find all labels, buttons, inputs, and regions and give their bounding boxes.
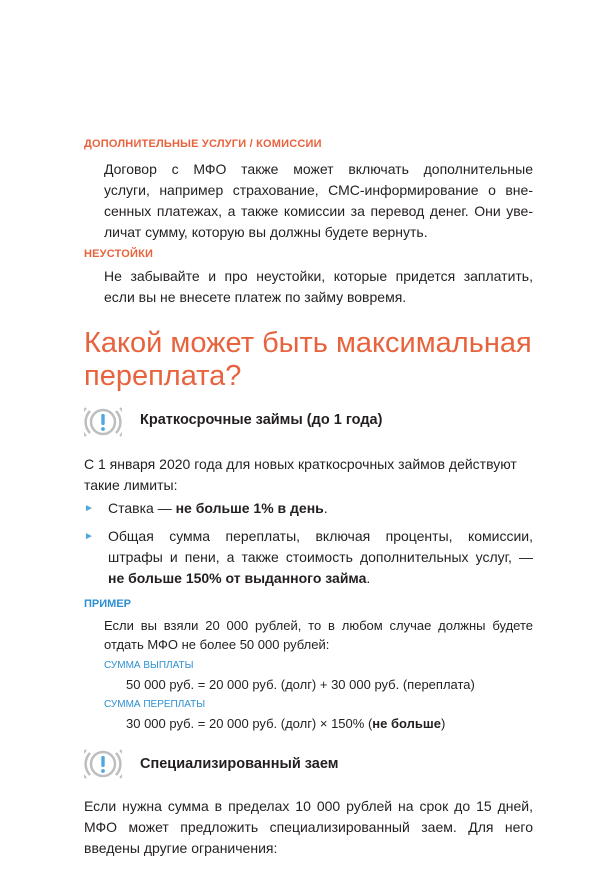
- text-line: Если нужна сумма в пределах 10 000 рублей на срок до 15 дней,: [84, 798, 533, 814]
- bullet-bold: не больше 1% в день: [175, 500, 324, 516]
- text-line: Общая сумма переплаты, включая проценты, комиссии,: [108, 528, 533, 544]
- specialized-paragraph: [84, 796, 533, 859]
- payout-label: СУММА ВЫПЛАТЫ: [104, 660, 194, 671]
- example-paragraph: [104, 616, 533, 654]
- text-line: Не забывайте и про неустойки, которые придется заплатить,: [104, 268, 533, 284]
- list-item-text: [108, 526, 533, 589]
- overpay-label: СУММА ПЕРЕПЛАТЫ: [104, 699, 206, 710]
- section-heading-extra-services: ДОПОЛНИТЕЛЬНЫЕ УСЛУГИ / КОМИССИИ: [84, 138, 322, 150]
- bullet-bold: не больше 150% от выданного займа: [108, 570, 367, 586]
- text-line: введены другие ограничения:: [84, 840, 278, 856]
- text-line: Договор с МФО также может включать дополнительные: [104, 161, 533, 177]
- text-line: личат сумму, которую вы должны будете вернуть.: [104, 224, 428, 240]
- text-line: сенных платежах, а также комиссии за перевод денег. Они уве-: [104, 203, 533, 219]
- list-item: [84, 498, 533, 519]
- section-heading-penalties: НЕУСТОЙКИ: [84, 248, 154, 260]
- bullet-suffix: .: [366, 570, 371, 586]
- overpay-calculation: [126, 716, 445, 731]
- main-title-line: переплата?: [84, 360, 242, 392]
- text-line: такие лимиты:: [84, 477, 178, 493]
- text-line: С 1 января 2020 года для новых краткосрочных займов действуют: [84, 456, 517, 472]
- bullet-suffix: .: [323, 500, 328, 516]
- text-line: отдать МФО не более 50 000 рублей:: [104, 637, 330, 652]
- list-item: [84, 526, 533, 589]
- calc-suffix: ): [440, 716, 446, 731]
- text-line: Если вы взяли 20 000 рублей, то в любом случае должны будете: [104, 618, 533, 633]
- calc-prefix: 30 000 руб. = 20 000 руб. (долг) × 150% (: [126, 716, 373, 731]
- example-heading: ПРИМЕР: [84, 598, 131, 610]
- bullet-prefix: Ставка —: [108, 500, 176, 516]
- exclamation-alert-icon: [84, 745, 122, 783]
- main-title-line: Какой может быть максимальная: [84, 327, 532, 359]
- text-line: [108, 568, 533, 589]
- text-line: штрафы и пени, а также стоимость дополнительных услуг, —: [108, 549, 533, 565]
- specialized-loan-heading: Специализированный заем: [140, 756, 339, 772]
- exclamation-alert-icon: [84, 403, 122, 441]
- text-line: услуги, например страхование, СМС-информирование о вне-: [104, 182, 533, 198]
- extra-services-paragraph: [104, 159, 533, 243]
- short-term-loans-heading: Краткосрочные займы (до 1 года): [140, 412, 383, 428]
- penalties-paragraph: [104, 266, 533, 308]
- list-item-text: [108, 498, 533, 519]
- short-term-intro: [84, 454, 533, 496]
- text-line: если вы не внесете платеж по займу вовремя.: [104, 289, 407, 305]
- main-title: [84, 327, 544, 393]
- calc-bold: не больше: [372, 716, 441, 731]
- payout-calculation: 50 000 руб. = 20 000 руб. (долг) + 30 000 руб. (переплата): [126, 677, 475, 692]
- text-line: МФО может предложить специализированный заем. Для него: [84, 819, 533, 835]
- triangle-bullet-icon: ►: [84, 531, 94, 542]
- triangle-bullet-icon: ►: [84, 503, 94, 514]
